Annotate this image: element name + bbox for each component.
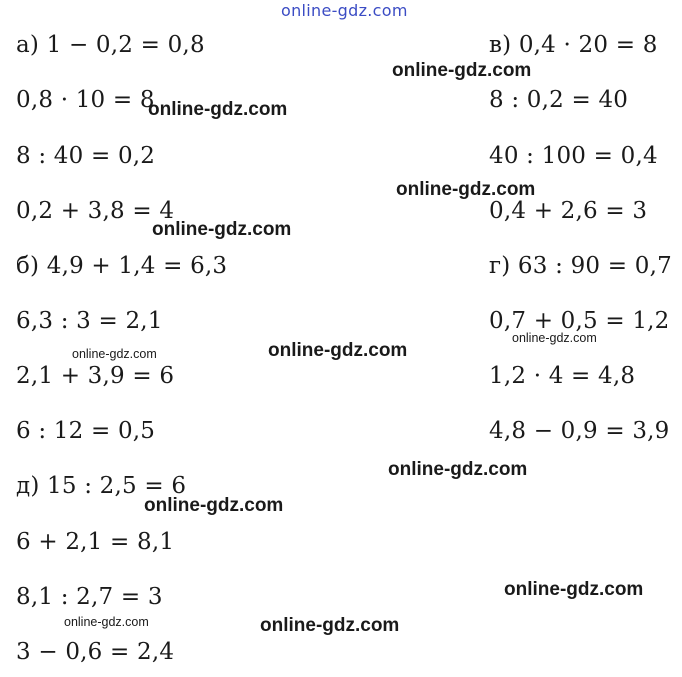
equation-v-3: 40 : 100 = 0,4 (489, 143, 658, 169)
watermark: online-gdz.com (396, 179, 536, 200)
equation-a-2: 0,8 · 10 = 8 (16, 87, 155, 113)
watermark: online-gdz.com (144, 495, 284, 516)
equation-d-3: 8,1 : 2,7 = 3 (16, 584, 163, 610)
equation-b-4: 6 : 12 = 0,5 (16, 418, 156, 444)
equation-d-1: д) 15 : 2,5 = 6 (16, 473, 187, 499)
watermark: online-gdz.com (260, 615, 400, 636)
watermark: online-gdz.com (504, 579, 644, 600)
watermark: online-gdz.com (152, 219, 292, 240)
equation-g-1: г) 63 : 90 = 0,7 (489, 253, 672, 279)
equation-g-2: 0,7 + 0,5 = 1,2 (489, 308, 670, 334)
equation-d-4: 3 − 0,6 = 2,4 (16, 639, 175, 665)
equation-a-4: 0,2 + 3,8 = 4 (16, 198, 175, 224)
equation-b-2: 6,3 : 3 = 2,1 (16, 308, 163, 334)
equation-b-3: 2,1 + 3,9 = 6 (16, 363, 175, 389)
equation-v-4: 0,4 + 2,6 = 3 (489, 198, 648, 224)
equation-g-3: 1,2 · 4 = 4,8 (489, 363, 636, 389)
equation-a-1: а) 1 − 0,2 = 0,8 (16, 32, 205, 58)
watermark-small: online-gdz.com (72, 347, 157, 361)
equation-a-3: 8 : 40 = 0,2 (16, 143, 156, 169)
equation-d-2: 6 + 2,1 = 8,1 (16, 529, 175, 555)
equation-v-2: 8 : 0,2 = 40 (489, 87, 629, 113)
watermark: online-gdz.com (268, 340, 408, 361)
watermark-top: online-gdz.com (281, 1, 408, 20)
watermark-small: online-gdz.com (512, 331, 597, 345)
equation-v-1: в) 0,4 · 20 = 8 (489, 32, 658, 58)
equation-b-1: б) 4,9 + 1,4 = 6,3 (16, 253, 228, 279)
watermark: online-gdz.com (148, 99, 288, 120)
watermark: online-gdz.com (392, 60, 532, 81)
equation-g-4: 4,8 − 0,9 = 3,9 (489, 418, 670, 444)
watermark-small: online-gdz.com (64, 615, 149, 629)
watermark: online-gdz.com (388, 459, 528, 480)
